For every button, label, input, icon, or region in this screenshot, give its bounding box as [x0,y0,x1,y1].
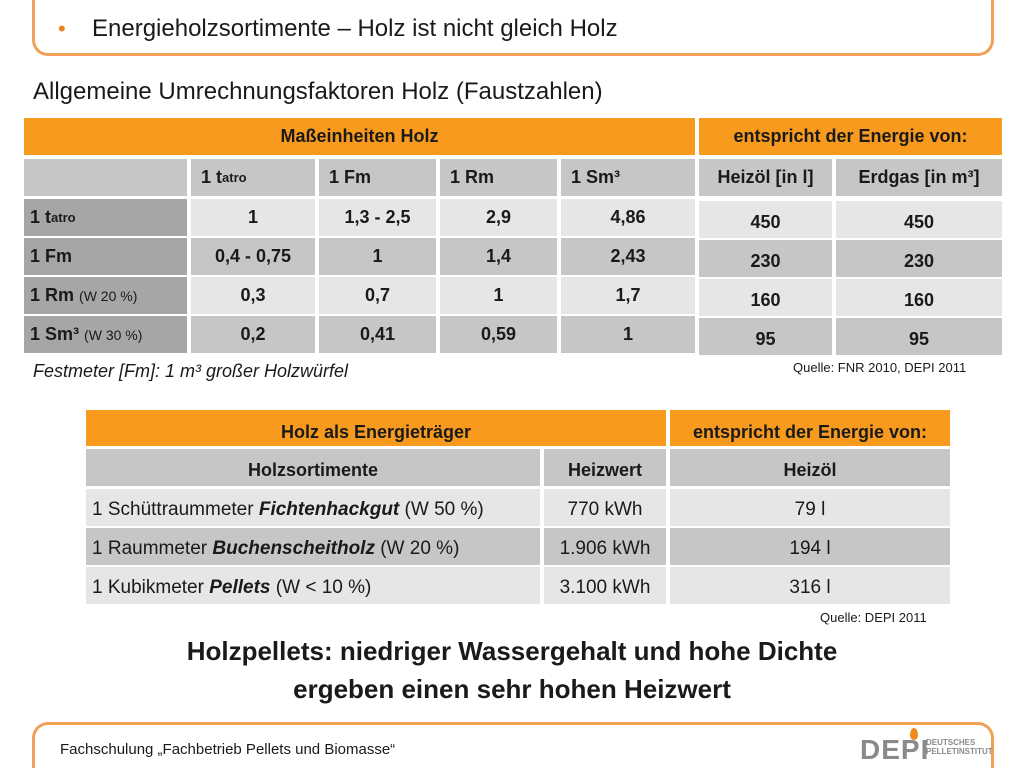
table2-cell-heizwert: 3.100 kWh [544,567,666,604]
table1-group-header-units: Maßeinheiten Holz [24,118,695,155]
table1-energy-cell: 450 [836,201,1002,238]
section-subtitle: Allgemeine Umrechnungsfaktoren Holz (Faustzahlen) [33,78,603,105]
table1-row-label: 1 Sm³ (W 30 %) [24,316,187,353]
table2-row-label: 1 Raummeter Buchenscheitholz (W 20 %) [86,528,540,565]
table1-cell: 1 [319,238,436,275]
festmeter-note: Festmeter [Fm]: 1 m³ großer Holzwürfel [33,361,349,381]
table2-cell-heizoel: 79 l [670,489,950,526]
table1-cell: 0,7 [319,277,436,314]
table1-energy-cell: 230 [836,240,1002,277]
table1-energy-cell: 450 [699,201,832,238]
logo-wordmark: DEPI [860,734,930,765]
table2-group-header-carrier: Holz als Energieträger [86,410,666,446]
table2-group-header-energy: entspricht der Energie von: [670,410,950,446]
table1-cell: 1,7 [561,277,695,314]
table1-energy-cell: 95 [836,318,1002,355]
table2-row-label: 1 Kubikmeter Pellets (W < 10 %) [86,567,540,604]
table1-row-label: 1 t atro [24,199,187,236]
table1-energy-cell: 160 [699,279,832,316]
table1-col-header: 1 t atro [191,159,315,196]
table1-cell: 0,4 - 0,75 [191,238,315,275]
footer-text: Fachschulung „Fachbetrieb Pellets und Biomasse“ [60,741,396,758]
table1-col-header: 1 Rm [440,159,557,196]
table1-col-header: 1 Fm [319,159,436,196]
table1-cell: 0,3 [191,277,315,314]
table1-group-header-energy: entspricht der Energie von: [699,118,1002,155]
table1-energy-cell: 95 [699,318,832,355]
table1-source: Quelle: FNR 2010, DEPI 2011 [793,360,967,375]
table2-col-header-heizwert: Heizwert [544,449,666,486]
table1-row-label: 1 Rm (W 20 %) [24,277,187,314]
table2-row-label: 1 Schüttraummeter Fichtenhackgut (W 50 %) [86,489,540,526]
logo-subtitle: DEUTSCHES PELLETINSTITUT [926,738,993,756]
bullet-icon: • [58,16,66,41]
table1-corner-cell [24,159,187,196]
table2-cell-heizwert: 1.906 kWh [544,528,666,565]
table2-cell-heizwert: 770 kWh [544,489,666,526]
table1-row-label: 1 Fm [24,238,187,275]
conclusion-line-2: ergeben einen sehr hohen Heizwert [293,674,731,704]
table1-cell: 1,4 [440,238,557,275]
table2-col-header-sortimente: Holzsortimente [86,449,540,486]
table1-cell: 0,41 [319,316,436,353]
table1-energy-cell: 160 [836,279,1002,316]
conclusion-line-1: Holzpellets: niedriger Wassergehalt und hohe Dichte [186,636,838,666]
page-title: Energieholzsortimente – Holz ist nicht gleich Holz [92,15,618,42]
table1-cell: 1 [440,277,557,314]
table2-col-header-heizoel: Heizöl [670,449,950,486]
table1-col-header: 1 Sm³ [561,159,695,196]
table1-col-header-heizoel: Heizöl [in l] [699,159,832,196]
table1-cell: 2,9 [440,199,557,236]
table1-cell: 1 [191,199,315,236]
depi-logo [860,728,993,765]
table1-cell: 1,3 - 2,5 [319,199,436,236]
table1-energy-cell: 230 [699,240,832,277]
table1-col-header-erdgas: Erdgas [in m³] [836,159,1002,196]
table2-source: Quelle: DEPI 2011 [820,610,927,625]
table1-cell: 4,86 [561,199,695,236]
table2-cell-heizoel: 194 l [670,528,950,565]
table1-cell: 0,2 [191,316,315,353]
table1-cell: 1 [561,316,695,353]
table2-cell-heizoel: 316 l [670,567,950,604]
table1-cell: 2,43 [561,238,695,275]
table1-cell: 0,59 [440,316,557,353]
